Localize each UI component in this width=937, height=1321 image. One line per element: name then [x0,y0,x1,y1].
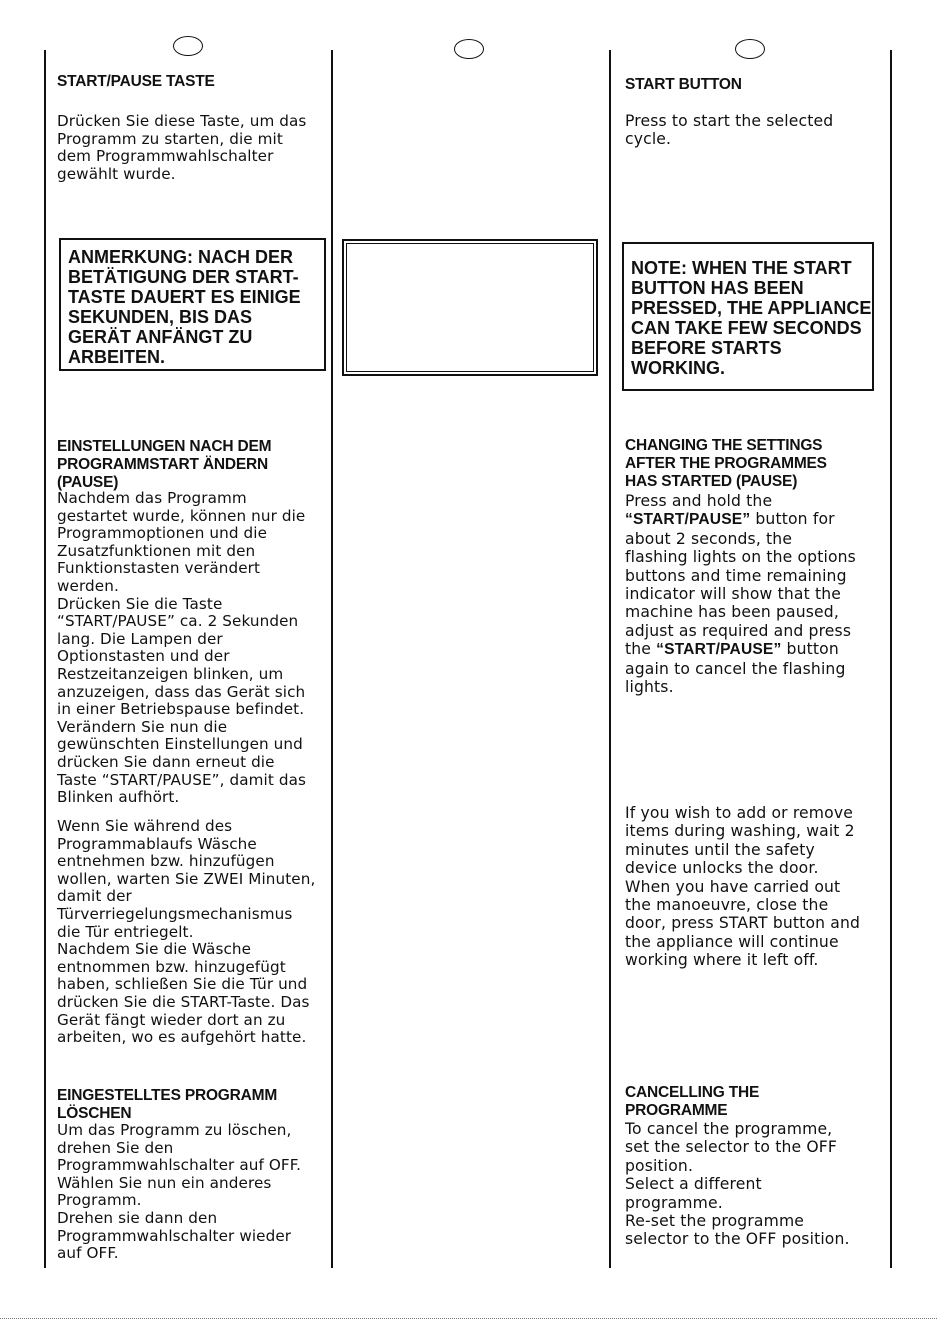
start-pause-heading-de: START/PAUSE TASTE [57,73,215,90]
settings-line-1: Press and hold the [625,492,773,510]
settings-end: again to cancel the flashing lights. [625,659,846,697]
settings-line-9-pre: the [625,640,657,659]
settings-middle: about 2 seconds, the flashing lights on the options buttons and time remaining indicator will show that the machine has been paused, adjust as required and press [625,529,856,640]
note-box-middle-inner [346,243,594,372]
settings-line-9 [625,640,887,659]
start-pause-text-de: Drücken Sie diese Taste, um das Programm zu starten, die mit dem Programmwahlschalter gewählt wurde. [57,112,307,183]
start-text-en: Press to start the selected cycle. [625,112,834,149]
start-pause-label-2: “START/PAUSE” [656,641,782,659]
start-pause-label-1: “START/PAUSE” [625,511,751,529]
column-divider-right [890,50,892,1268]
cancel-text-en: To cancel the programme, set the selector to the OFF position. Select a different programme. Re-set the programme selector to the OFF position. [625,1120,850,1249]
note-text-de: ANMERKUNG: NACH DER BETÄTIGUNG DER START- TASTE DAUERT ES EINIGE SEKUNDEN, BIS DAS GERÄT ANFÄNGT ZU ARBEITEN. [68,247,301,367]
laundry-text-en: If you wish to add or remove items during washing, wait 2 minutes until the safety device unlocks the door. When you have carried out the manoeuvre, close the door, press START button and the appliance will continue working where it left off. [625,804,861,970]
language-marker-middle [454,39,484,59]
page-cut-line [0,1318,937,1319]
cancel-text-de: Um das Programm zu löschen, drehen Sie den Programmwahlschalter auf OFF. Wählen Sie nun ein anderes Programm. Drehen sie dann den Programmwahlschalter wieder auf OFF. [57,1121,302,1263]
settings-text-de: Nachdem das Programm gestartet wurde, können nur die Programmoptionen und die Zusatzfunktionen mit den Funktionstasten verändert werden. Drücken Sie die Taste “START/PAUSE” ca. 2 Sekunden lang. Die Lampen der Optionstasten und der Restzeitanzeigen blinken, um anzuzeigen, dass das Gerät sich in einer Betriebspause befindet. Verändern Sie nun die gewünschten Einstellungen und drücken Sie dann erneut die Taste “START/PAUSE”, damit das Blinken aufhört. [57,489,306,807]
start-heading-en: START BUTTON [625,76,742,93]
column-divider-middle-right [609,50,611,1268]
settings-line-2-rest: button for [750,510,835,529]
settings-text-en [625,492,887,696]
cancel-heading-en: CANCELLING THE PROGRAMME [625,1084,760,1119]
language-marker-left [173,36,203,56]
settings-line-9-rest: button [781,640,839,659]
column-divider-left [44,50,46,1268]
note-text-en: NOTE: WHEN THE START BUTTON HAS BEEN PRESSED, THE APPLIANCE CAN TAKE FEW SECONDS BEFORE STARTS WORKING. [631,258,872,378]
laundry-text-de: Wenn Sie während des Programmablaufs Wäsche entnehmen bzw. hinzufügen wollen, warten Sie ZWEI Minuten, damit der Türverriegelungsmechanismus die Tür entriegelt. Nachdem Sie die Wäsche entnommen bzw. hinzugefügt haben, schließen Sie die Tür und drücken Sie die START-Taste. Das Gerät fängt wieder dort an zu arbeiten, wo es aufgehört hatte. [57,817,316,1047]
language-marker-right [735,39,765,59]
cancel-heading-de: EINGESTELLTES PROGRAMM LÖSCHEN [57,1087,278,1122]
settings-heading-de: EINSTELLUNGEN NACH DEM PROGRAMMSTART ÄNDERN (PAUSE) [57,438,272,491]
settings-line-2 [625,510,887,529]
settings-heading-en: CHANGING THE SETTINGS AFTER THE PROGRAMMES HAS STARTED (PAUSE) [625,437,827,490]
